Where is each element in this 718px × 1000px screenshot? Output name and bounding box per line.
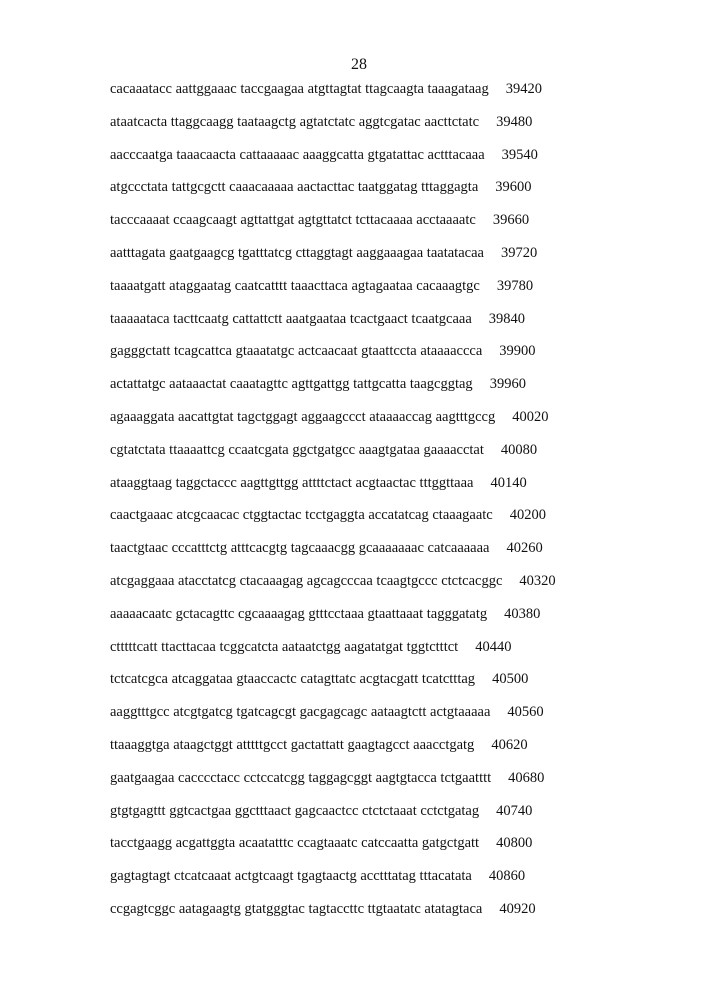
sequence-position: 39780 xyxy=(497,278,533,294)
sequence-position: 40800 xyxy=(496,835,532,851)
sequence-line xyxy=(110,539,543,557)
sequence-line xyxy=(110,802,532,820)
sequence-text: actattatgc aataaactat caaatagttc agttgattgg tattgcatta taagcggtag xyxy=(110,376,473,392)
sequence-position: 40260 xyxy=(507,540,543,556)
sequence-text: ataatcacta ttaggcaagg taataagctg agtatctatc aggtcgatac aacttctatc xyxy=(110,114,479,130)
sequence-line xyxy=(110,736,528,754)
sequence-text: ataaggtaag taggctaccc aagttgttgg attttctact acgtaactac tttggttaaa xyxy=(110,475,474,491)
sequence-position: 40200 xyxy=(510,507,546,523)
sequence-line xyxy=(110,441,537,459)
sequence-text: ctttttcatt ttacttacaa tcggcatcta aataatctgg aagatatgat tggtctttct xyxy=(110,639,458,655)
sequence-line xyxy=(110,80,542,98)
sequence-line xyxy=(110,408,548,426)
sequence-position: 39900 xyxy=(499,343,535,359)
sequence-text: tacctgaagg acgattggta acaatatttc ccagtaaatc catccaatta gatgctgatt xyxy=(110,835,479,851)
sequence-text: aatttagata gaatgaagcg tgatttatcg cttaggtagt aaggaaagaa taatatacaa xyxy=(110,245,484,261)
sequence-line xyxy=(110,900,536,918)
page-number: 28 xyxy=(0,56,718,74)
sequence-line xyxy=(110,605,540,623)
sequence-text: gagtagtagt ctcatcaaat actgtcaagt tgagtaactg acctttatag tttacatata xyxy=(110,868,472,884)
sequence-line xyxy=(110,506,546,524)
sequence-position: 39540 xyxy=(502,147,538,163)
sequence-position: 39960 xyxy=(490,376,526,392)
sequence-text: atcgaggaaa atacctatcg ctacaaagag agcagcccaa tcaagtgccc ctctcacggc xyxy=(110,573,502,589)
sequence-position: 40020 xyxy=(512,409,548,425)
sequence-text: ttaaaggtga ataagctggt atttttgcct gactattatt gaagtagcct aaacctgatg xyxy=(110,737,474,753)
sequence-position: 40080 xyxy=(501,442,537,458)
sequence-line xyxy=(110,211,529,229)
sequence-text: ccgagtcggc aatagaagtg gtatgggtac tagtaccttc ttgtaatatc atatagtaca xyxy=(110,901,482,917)
sequence-position: 40860 xyxy=(489,868,525,884)
sequence-position: 40440 xyxy=(475,639,511,655)
sequence-position: 39480 xyxy=(496,114,532,130)
sequence-position: 40620 xyxy=(491,737,527,753)
sequence-text: cgtatctata ttaaaattcg ccaatcgata ggctgatgcc aaagtgataa gaaaacctat xyxy=(110,442,484,458)
sequence-line xyxy=(110,638,511,656)
sequence-text: taaaatgatt ataggaatag caatcatttt taaacttaca agtagaataa cacaaagtgc xyxy=(110,278,480,294)
sequence-position: 39840 xyxy=(489,311,525,327)
sequence-text: agaaaggata aacattgtat tagctggagt aggaagccct ataaaaccag aagtttgccg xyxy=(110,409,495,425)
sequence-text: gaatgaagaa cacccctacc cctccatcgg taggagcggt aagtgtacca tctgaatttt xyxy=(110,770,491,786)
sequence-text: aaggtttgcc atcgtgatcg tgatcagcgt gacgagcagc aataagtctt actgtaaaaa xyxy=(110,704,490,720)
sequence-line xyxy=(110,113,532,131)
sequence-position: 39720 xyxy=(501,245,537,261)
sequence-line xyxy=(110,867,525,885)
sequence-line xyxy=(110,178,532,196)
sequence-line xyxy=(110,244,537,262)
sequence-line xyxy=(110,277,533,295)
sequence-position: 40560 xyxy=(507,704,543,720)
sequence-position: 39420 xyxy=(506,81,542,97)
sequence-line xyxy=(110,474,527,492)
sequence-text: cacaaatacc aattggaaac taccgaagaa atgttagtat ttagcaagta taaagataag xyxy=(110,81,489,97)
sequence-position: 40320 xyxy=(519,573,555,589)
sequence-text: gtgtgagttt ggtcactgaa ggctttaact gagcaactcc ctctctaaat cctctgatag xyxy=(110,803,479,819)
sequence-position: 40740 xyxy=(496,803,532,819)
sequence-text: taaaaataca tacttcaatg cattattctt aaatgaataa tcactgaact tcaatgcaaa xyxy=(110,311,472,327)
sequence-position: 40920 xyxy=(499,901,535,917)
sequence-position: 40140 xyxy=(491,475,527,491)
sequence-text: tacccaaaat ccaagcaagt agttattgat agtgttatct tcttacaaaa acctaaaatc xyxy=(110,212,476,228)
sequence-text: aaaaacaatc gctacagttc cgcaaaagag gtttcctaaa gtaattaaat tagggatatg xyxy=(110,606,487,622)
sequence-position: 40500 xyxy=(492,671,528,687)
sequence-text: tctcatcgca atcaggataa gtaaccactc catagttatc acgtacgatt tcatctttag xyxy=(110,671,475,687)
sequence-text: aacccaatga taaacaacta cattaaaaac aaaggcatta gtgatattac actttacaaa xyxy=(110,147,485,163)
sequence-text: taactgtaac cccatttctg atttcacgtg tagcaaacgg gcaaaaaaac catcaaaaaa xyxy=(110,540,490,556)
sequence-line xyxy=(110,146,538,164)
sequence-position: 40680 xyxy=(508,770,544,786)
sequence-text: gagggctatt tcagcattca gtaaatatgc actcaacaat gtaattccta ataaaaccca xyxy=(110,343,482,359)
sequence-position: 40380 xyxy=(504,606,540,622)
sequence-position: 39660 xyxy=(493,212,529,228)
sequence-line xyxy=(110,572,556,590)
sequence-text: atgccctata tattgcgctt caaacaaaaa aactacttac taatggatag tttaggagta xyxy=(110,179,478,195)
sequence-line xyxy=(110,703,544,721)
sequence-line xyxy=(110,769,544,787)
sequence-line xyxy=(110,342,536,360)
sequence-text: caactgaaac atcgcaacac ctggtactac tcctgaggta accatatcag ctaaagaatc xyxy=(110,507,493,523)
sequence-line xyxy=(110,310,525,328)
sequence-position: 39600 xyxy=(495,179,531,195)
sequence-line xyxy=(110,375,526,393)
sequence-line xyxy=(110,670,528,688)
sequence-line xyxy=(110,834,532,852)
